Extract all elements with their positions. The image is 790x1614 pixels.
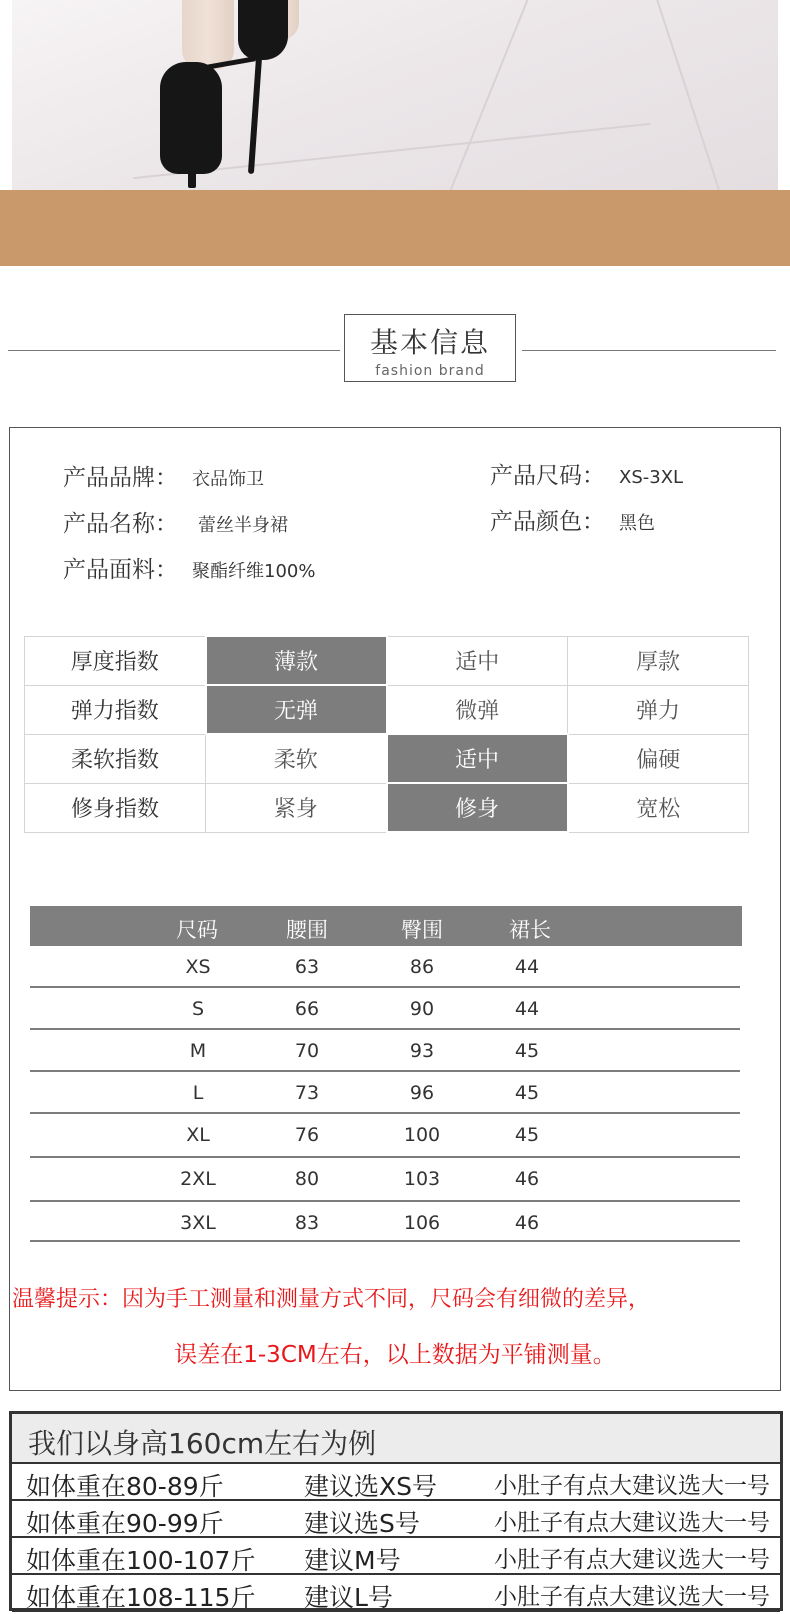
index-option: 柔软 [206,734,387,783]
waist-cell: 80 [294,1168,320,1190]
weight-cell: 如体重在80-89斤 [26,1472,224,1501]
table-row [12,1464,780,1501]
size-cell: 3XL [180,1212,216,1234]
hip-cell: 93 [409,1040,435,1062]
index-option: 宽松 [568,783,749,832]
table-row [30,1072,740,1114]
waist-cell: 70 [294,1040,320,1062]
size-cell: XS [185,956,211,978]
weight-cell: 如体重在90-99斤 [26,1509,224,1538]
size-header-hip: 臀围 [401,918,443,942]
suggest-cell: 建议M号 [304,1546,401,1575]
size-cell: L [192,1082,204,1104]
hip-cell: 86 [409,956,435,978]
title-divider-left [8,350,340,351]
color-label: 产品颜色： [490,509,605,535]
suggest-cell: 建议L号 [304,1583,393,1612]
length-cell: 44 [514,998,540,1020]
notice-line-1: 温馨提示：因为手工测量和测量方式不同，尺码会有细微的差异， [12,1287,651,1312]
index-row-label: 修身指数 [25,783,206,832]
note-cell: 小肚子有点大建议选大一号 [494,1584,770,1610]
length-cell: 44 [514,956,540,978]
index-option: 微弹 [387,685,568,734]
index-option: 紧身 [206,783,387,832]
section-title-en: fashion brand [375,363,485,379]
weight-cell: 如体重在100-107斤 [26,1546,256,1575]
hip-cell: 106 [403,1212,441,1234]
table-row [30,1202,740,1242]
size-cell: 2XL [180,1168,216,1190]
index-row-fit [25,783,749,832]
waist-cell: 83 [294,1212,320,1234]
title-divider-right [522,350,776,351]
name-value: 蕾丝半身裙 [198,515,288,536]
section-title [344,314,516,382]
section-title-zh: 基本信息 [369,326,490,359]
brand-row [63,459,264,492]
suggest-cell: 建议选S号 [304,1509,420,1538]
table-row [30,1030,740,1072]
waist-cell: 73 [294,1082,320,1104]
size-cell: S [191,998,205,1020]
table-row [12,1538,780,1575]
waist-cell: 76 [294,1124,320,1146]
index-row-softness [25,734,749,783]
table-row [12,1575,780,1612]
waist-cell: 63 [294,956,320,978]
size-cell: XL [186,1124,210,1146]
index-row-thickness [25,636,749,685]
size-header-size: 尺码 [176,918,218,942]
size-row [490,457,683,490]
size-label: 产品尺码： [490,463,605,489]
length-cell: 46 [514,1168,540,1190]
size-value: XS-3XL [619,467,684,488]
length-cell: 45 [514,1040,540,1062]
note-cell: 小肚子有点大建议选大一号 [494,1510,770,1536]
color-row [490,503,655,536]
length-cell: 45 [514,1124,540,1146]
index-option-selected: 修身 [387,783,568,832]
index-option: 偏硬 [568,734,749,783]
brand-label: 产品品牌： [63,465,178,491]
notice-line-2: 误差在1-3CM左右，以上数据为平铺测量。 [174,1342,616,1368]
size-header-waist: 腰围 [286,918,328,942]
index-option-selected: 适中 [387,734,568,783]
brand-value: 衣品饰卫 [192,469,264,490]
fabric-value: 聚酯纤维100% [192,561,316,582]
note-cell: 小肚子有点大建议选大一号 [494,1547,770,1573]
hip-cell: 90 [409,998,435,1020]
hip-cell: 103 [403,1168,441,1190]
index-option: 弹力 [568,685,749,734]
weight-table-title: 我们以身高160cm左右为例 [12,1414,780,1464]
index-option: 厚款 [568,636,749,685]
length-cell: 45 [514,1082,540,1104]
note-cell: 小肚子有点大建议选大一号 [494,1473,770,1499]
size-cell: M [189,1040,207,1062]
fabric-row [63,551,315,584]
index-row-label: 柔软指数 [25,734,206,783]
index-option-selected: 无弹 [206,685,387,734]
waist-cell: 66 [294,998,320,1020]
hip-cell: 96 [409,1082,435,1104]
index-option-selected: 薄款 [206,636,387,685]
index-row-label: 弹力指数 [25,685,206,734]
suggest-cell: 建议选XS号 [304,1472,437,1501]
size-table-header [30,906,742,946]
table-row [30,1158,740,1202]
table-row [30,1114,740,1158]
table-row [30,946,740,988]
table-row [12,1501,780,1538]
length-cell: 46 [514,1212,540,1234]
weight-table [9,1411,783,1611]
hip-cell: 100 [403,1124,441,1146]
color-value: 黑色 [619,513,655,534]
fabric-label: 产品面料： [63,557,178,583]
index-grid [24,635,749,833]
index-option: 适中 [387,636,568,685]
product-photo [12,0,778,190]
index-row-elasticity [25,685,749,734]
size-header-length: 裙长 [509,918,551,942]
color-band [0,190,790,266]
weight-cell: 如体重在108-115斤 [26,1583,256,1612]
table-row [30,988,740,1030]
index-row-label: 厚度指数 [25,636,206,685]
name-label: 产品名称： [63,511,178,537]
name-row [63,505,288,538]
